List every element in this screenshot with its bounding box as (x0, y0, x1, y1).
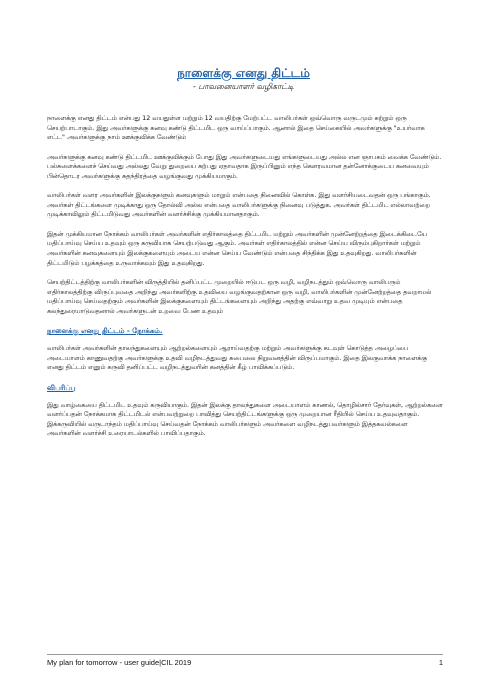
page-footer (47, 654, 443, 666)
footer-page-number: 1 (438, 658, 443, 667)
paragraph-objective: வாலிபர்கள் அவர்களின் தாலந்துகளையும் ஆற்றல்களையும் ஆராய்வதற்கு மற்றும் அவர்களுக்கு கடவுள் கொடுத்த அழைப்பை அடையாளம் காணுவதற்கு அவர்களுக்கு உதவி வழிநடத்துவது சுபைலை நிறுவனத்தின் விருப்பமாகும். இதை இலகுவாக்க நாளைக்கு எனது திட்டம் எனும் கருவி தனிப்பட்ட வழிநடத்துவரின் கனத்தின் கீழ் பாவிக்கப்படும். (47, 345, 428, 372)
paragraph-relationship: செயற்திட்டத்திற்கு வாலிபர்களின் விருத்தியில் தனிப்பட்ட முறையில் ஈடுபட ஒரு வழி, வழிநடத்தும் ஒவ்வொரு வாலிபரும் எதிர்காலத்திற்கு விருப்புவதை அறிந்து அவர்களிற்கு உதவியை வழங்குவதற்கான ஒரு வழி, வாலிபர்களின் முன்னேற்றத்தை தவறாமல் மதிப்பாய்வு செய்வதற்கும் அவர்களின் இலக்குகளையும் திட்டங்களையும் அறிந்து அதற்கு எவ்வாறு உதவ முடியும் என்பதை கலந்துரையாடுவதனால் அவர்களுடன் உறவை பேண உதவும் (47, 278, 432, 315)
paragraph-purpose: இதன் முக்கியமான நோக்கம் வாலிபர்கள் அவர்களின் எதிர்காலத்தை திட்டமிட மற்றும் அவர்களின் முன்னேற்றத்தை இடைக்கிடையே மதிப்பாய்வு செய்ய உதவும் ஒரு கருவியாக செயற்படுவது ஆகும். அவர்கள் எதிர்காலத்தில் என்ன செய்ய விரும்புகிறார்கள் மற்றும் அவர்களின் கனவுகளையும் இலக்குகளையும் அடைய என்ன செய்ய வேண்டும் என்பதை சிந்திக்க இது உதவுகிறது. வாலிபர்களின் திட்டமிடும் பழக்கத்தை உருவாக்கவும் இது உதவுகிறது. (47, 230, 428, 267)
paragraph-intro: நாளைக்கு எனது திட்டம் என்பது 12 வயதுள்ள மற்றும் 12 வயதிற்கு மேற்பட்ட வாலிபர்கள் ஒவ்வொரு வருடமும் சுற்றும் ஒரு செயற்பாடாகும். இது அவர்களுக்கு கனவு கண்டு திட்டமிட ஒரு வாய்ப்பாகும். ஆனால் இதை செய்கையில் அவர்களுக்கு "உயர்வாக எட்ட" அவர்களுக்கு நாம் ஊக்குவிக்க வேண்டும் (47, 115, 425, 142)
page-subtitle: - பாவனையாளர் வழிகாட்டி (192, 82, 295, 91)
document-body (47, 114, 443, 449)
section-heading-description: விபரிப்பு (47, 383, 76, 392)
title-block (0, 66, 487, 92)
page-title: நாளைக்கு எனது திட்டம் (177, 66, 310, 80)
paragraph-encourage: அவர்களுக்கு கனவு கண்டு திட்டமிட ஊக்குவிக்கும் போது இது அவர்களுடையது எங்களுடையது அல்ல என ஞாபகம் வைக்க வேண்டும். பல்சுளைக்களைச் செய்வது அல்லது வேறு துறையை கற்பது ஏதாவதாக இருப்பினும் எந்த கௌரவமான தன்னோக்குடைய கனவையும் பின்தொடர அவர்களுக்கு சுதந்திரத்தை வழங்குவது முக்கியமாகும். (47, 153, 442, 180)
section-heading-objective: நாளைக்கு எனது திட்டம் - நோக்கம். (47, 327, 163, 336)
footer-doc-title: My plan for tomorrow - user guide|CIL 2019 (47, 658, 192, 667)
paragraph-goals-change: வாலிபர்கள் வளர அவர்களின் இலக்குகளும் கனவுகளும் மாறும் என்பதை நினைவில் கொள்க. இது வளர்சியடைவதன் ஒரு பங்காகும். அவர்கள் திட்டங்களை முடிக்காது ஒரு தோல்வி அல்ல என்பதை வாலிபர்களுக்கு நினைவு படுத்துக. அவர்கள் திட்டமிட எல்லாவற்றை முடிக்காவிலும் திட்டமிடுவது அவர்களின் வளர்ச்சிக்கு முக்கியமானதாகும். (47, 192, 431, 219)
paragraph-description: இது வாழ்கையை திட்டமிட உதவும் கருவியாகும். இதன் இலக்கு தாலந்துகளை அடையாளம் காணல், தொழில்சார் தேர்வுகள், ஆற்றல்களை வளர்ப்பதன் நோக்கமாக திட்டமிடல் என்பவற்றுறை பாவித்து செயற்திட்டங்களுக்கு ஒரு முறையான ரீதியில் செய்ய உதவுவதாகும். இக்கருவியில் வருடாந்தம் மதிப்பாய்வு செய்வதன் நோக்கம் வாலிபர்களும் அவர்களை வழிநடத்துபவர்களும் இத்தகவல்களை அவர்களின் வளர்ச்சி உரையாடல்களில் பாவிப்பதாகும். (47, 401, 443, 438)
